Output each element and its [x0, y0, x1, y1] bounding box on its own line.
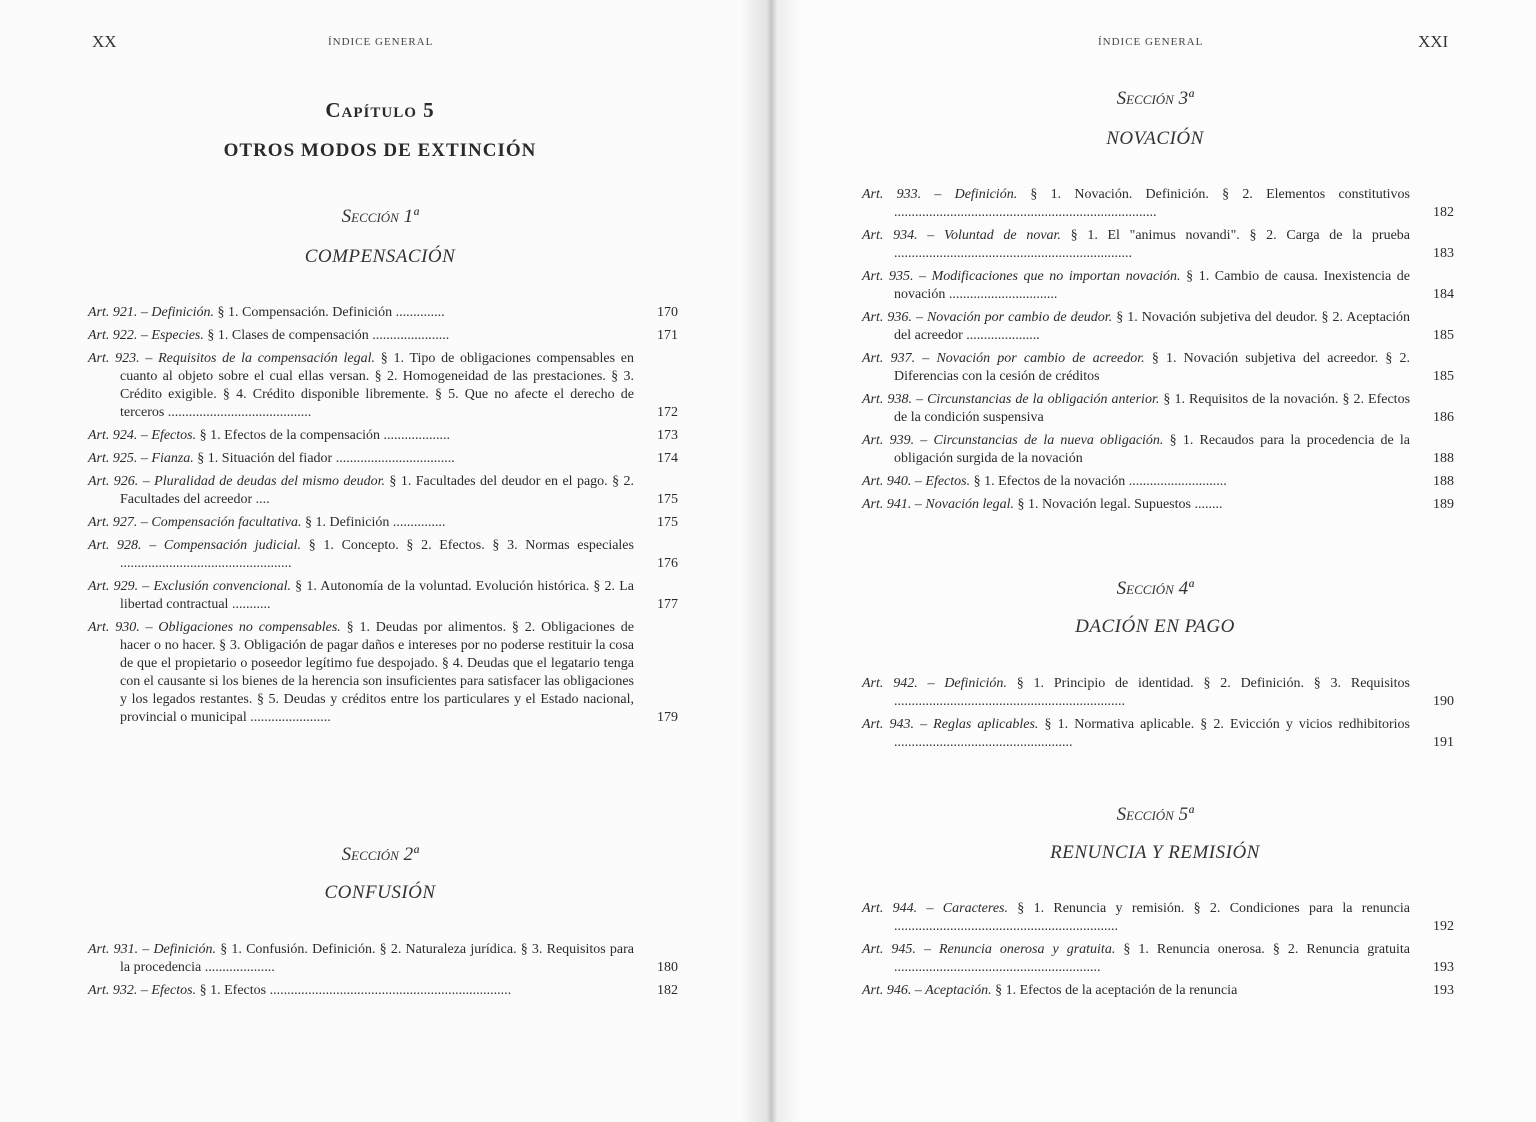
article-summary: § 1. El "animus novandi". § 2. Carga de la prueba .................................................................... — [894, 228, 1410, 261]
article-number: Art. 927. — [88, 515, 138, 530]
article-number: Art. 933. — [862, 187, 922, 202]
toc-entry — [88, 537, 678, 573]
article-number: Art. 946. — [862, 983, 912, 998]
page-number: 192 — [1433, 919, 1454, 934]
page-number: 193 — [1433, 983, 1454, 998]
article-title: – Novación por cambio de acreedor. — [922, 351, 1145, 366]
article-summary: § 1. Requisitos de la novación. § 2. Efectos de la condición suspensiva — [894, 392, 1411, 425]
article-number: Art. 931. — [88, 942, 139, 957]
section-label: Sección 2ª — [341, 844, 419, 865]
toc-entry — [88, 619, 678, 727]
toc-entry — [88, 941, 678, 977]
page-number: 179 — [657, 710, 678, 725]
entry-list — [862, 186, 1454, 519]
toc-entry — [862, 941, 1454, 977]
toc-entry — [862, 268, 1454, 304]
article-title: – Circunstancias de la obligación anterior. — [916, 392, 1160, 407]
article-number: Art. 929. — [88, 579, 139, 594]
running-head: ÍNDICE GENERAL — [1098, 36, 1204, 48]
page-number: 175 — [657, 492, 678, 507]
article-title: – Efectos. — [140, 983, 197, 998]
page-number: 188 — [1433, 451, 1454, 466]
entry-list — [862, 900, 1454, 1005]
article-summary: § 1. Situación del fiador .................................. — [193, 451, 455, 466]
article-title: – Compensación judicial. — [149, 538, 302, 553]
article-summary: § 1. Efectos de la compensación ................... — [196, 428, 450, 443]
toc-entry — [88, 450, 678, 468]
article-title: – Efectos. — [914, 474, 971, 489]
toc-entry — [862, 432, 1454, 468]
article-summary: § 1. Novación legal. Supuestos ........ — [1014, 497, 1223, 512]
article-number: Art. 939. — [862, 433, 915, 448]
toc-entry — [862, 496, 1454, 514]
article-title: – Modificaciones que no importan novación. — [919, 269, 1181, 284]
article-number: Art. 943. — [862, 717, 914, 732]
toc-entry — [88, 578, 678, 614]
article-summary: § 1. Confusión. Definición. § 2. Naturaleza jurídica. § 3. Requisitos para la procedencia .................... — [120, 942, 635, 975]
page-number: 185 — [1433, 369, 1454, 384]
toc-entry — [862, 900, 1454, 936]
article-title: – Compensación facultativa. — [140, 515, 302, 530]
page-number: 188 — [1433, 474, 1454, 489]
page-number: 175 — [657, 515, 678, 530]
article-number: Art. 938. — [862, 392, 912, 407]
article-number: Art. 940. — [862, 474, 912, 489]
section-title: CONFUSIÓN — [324, 882, 436, 903]
article-number: Art. 923. — [88, 351, 140, 366]
article-title: – Novación por cambio de deudor. — [915, 310, 1113, 325]
article-number: Art. 944. — [862, 901, 918, 916]
article-number: Art. 945. — [862, 942, 916, 957]
article-summary: § 1. Compensación. Definición .............. — [214, 305, 445, 320]
article-number: Art. 922. — [88, 328, 138, 343]
article-title: – Definición. — [927, 676, 1007, 691]
article-title: – Caracteres. — [926, 901, 1008, 916]
section-title: RENUNCIA Y REMISIÓN — [1050, 842, 1260, 863]
page-number: 182 — [1433, 205, 1454, 220]
article-number: Art. 924. — [88, 428, 138, 443]
article-summary: § 1. Novación. Definición. § 2. Elementos constitutivos ........................................................................... — [894, 187, 1411, 220]
article-title: – Voluntad de novar. — [927, 228, 1061, 243]
page-number: 180 — [657, 960, 678, 975]
section-label: Sección 4ª — [1116, 578, 1194, 599]
article-title: – Efectos. — [140, 428, 197, 443]
toc-entry — [862, 309, 1454, 345]
entry-list — [862, 675, 1454, 757]
toc-entry — [88, 473, 678, 509]
article-summary: § 1. Novación subjetiva del deudor. § 2. Aceptación del acreedor ..................... — [894, 310, 1411, 343]
article-number: Art. 925. — [88, 451, 138, 466]
section-title: COMPENSACIÓN — [304, 246, 456, 267]
article-title: – Obligaciones no compensables. — [145, 620, 341, 635]
article-summary: § 1. Efectos de la aceptación de la renuncia — [991, 983, 1238, 998]
page-number: 191 — [1433, 735, 1454, 750]
article-number: Art. 934. — [862, 228, 918, 243]
page-number: 185 — [1433, 328, 1454, 343]
article-number: Art. 921. — [88, 305, 138, 320]
toc-entry — [88, 350, 678, 422]
article-number: Art. 941. — [862, 497, 912, 512]
article-summary: § 1. Autonomía de la voluntad. Evolución histórica. § 2. La libertad contractual ........... — [120, 579, 634, 612]
article-title: – Pluralidad de deudas del mismo deudor. — [142, 474, 386, 489]
page-folio: XX — [92, 32, 117, 51]
book-gutter-shadow — [740, 0, 800, 1122]
right-page — [760, 0, 1536, 1122]
left-page — [0, 0, 760, 1122]
chapter-title: OTROS MODOS DE EXTINCIÓN — [223, 140, 537, 161]
article-title: – Renuncia onerosa y gratuita. — [923, 942, 1116, 957]
article-title: – Novación legal. — [914, 497, 1015, 512]
page-number: 189 — [1433, 497, 1454, 512]
article-summary: § 1. Recaudos para la procedencia de la obligación surgida de la novación — [894, 433, 1411, 466]
section-title: DACIÓN EN PAGO — [1075, 616, 1235, 637]
article-number: Art. 942. — [862, 676, 918, 691]
page-number: 184 — [1433, 287, 1454, 302]
article-summary: § 1. Renuncia y remisión. § 2. Condiciones para la renuncia ................................................................ — [894, 901, 1410, 934]
toc-entry — [862, 391, 1454, 427]
article-number: Art. 935. — [862, 269, 914, 284]
section-label: Sección 1ª — [341, 206, 419, 227]
page-number: 183 — [1433, 246, 1454, 261]
section-label: Sección 5ª — [1116, 804, 1194, 825]
toc-entry — [88, 304, 678, 322]
running-head: ÍNDICE GENERAL — [328, 36, 434, 48]
toc-entry — [862, 186, 1454, 222]
article-summary: § 1. Efectos ..................................................................... — [196, 983, 512, 998]
article-summary: § 1. Efectos de la novación ............................ — [970, 474, 1227, 489]
page-number: 186 — [1433, 410, 1454, 425]
article-summary: § 1. Concepto. § 2. Efectos. § 3. Normas especiales ................................................. — [120, 538, 634, 571]
toc-entry — [862, 473, 1454, 491]
article-summary: § 1. Definición ............... — [301, 515, 446, 530]
article-title: – Definición. — [140, 305, 214, 320]
toc-entry — [862, 350, 1454, 386]
article-summary: § 1. Facultades del deudor en el pago. § 2. Facultades del acreedor .... — [120, 474, 635, 507]
article-number: Art. 930. — [88, 620, 140, 635]
article-title: – Reglas aplicables. — [920, 717, 1039, 732]
article-number: Art. 932. — [88, 983, 138, 998]
toc-entry — [88, 327, 678, 345]
section-title: NOVACIÓN — [1106, 128, 1204, 149]
page-number: 193 — [1433, 960, 1454, 975]
section-label: Sección 3ª — [1116, 88, 1194, 109]
page-number: 177 — [657, 597, 678, 612]
toc-entry — [862, 716, 1454, 752]
article-number: Art. 928. — [88, 538, 142, 553]
page-number: 170 — [657, 305, 678, 320]
toc-entry — [862, 982, 1454, 1000]
page-folio: XXI — [1418, 32, 1449, 51]
article-title: – Especies. — [140, 328, 204, 343]
article-summary: § 1. Renuncia onerosa. § 2. Renuncia gratuita ........................................................... — [894, 942, 1411, 975]
toc-entry — [88, 982, 678, 1000]
entry-list — [88, 304, 678, 732]
article-summary: § 1. Normativa aplicable. § 2. Evicción y vicios redhibitorios ................................................... — [894, 717, 1410, 750]
page-number: 171 — [657, 328, 678, 343]
article-number: Art. 936. — [862, 310, 912, 325]
article-summary: § 1. Cambio de causa. Inexistencia de novación ............................... — [894, 269, 1411, 302]
article-title: – Requisitos de la compensación legal. — [145, 351, 376, 366]
article-title: – Definición. — [142, 942, 217, 957]
article-title: – Fianza. — [140, 451, 194, 466]
page-number: 182 — [657, 983, 678, 998]
article-number: Art. 937. — [862, 351, 916, 366]
toc-entry — [88, 514, 678, 532]
article-title: – Exclusión convencional. — [142, 579, 291, 594]
article-summary: § 1. Clases de compensación ...................... — [203, 328, 450, 343]
page-number: 172 — [657, 405, 678, 420]
article-summary: § 1. Tipo de obligaciones compensables en cuanto al objeto sobre el cual ellas versan. § 2. Homogeneidad de las prestaciones. § 3. Crédito exigible. § 4. Crédito disponible libremente. § 5. Que no afecte el derecho de terceros ......................................... — [120, 351, 635, 420]
page-number: 190 — [1433, 694, 1454, 709]
article-title: – Definición. — [934, 187, 1018, 202]
article-summary: § 1. Novación subjetiva del acreedor. § 2. Diferencias con la cesión de créditos — [894, 351, 1411, 384]
toc-entry — [862, 227, 1454, 263]
article-number: Art. 926. — [88, 474, 139, 489]
article-title: – Circunstancias de la nueva obligación. — [920, 433, 1164, 448]
article-summary: § 1. Principio de identidad. § 2. Definición. § 3. Requisitos .................................................................. — [894, 676, 1410, 709]
article-title: – Aceptación. — [914, 983, 992, 998]
entry-list — [88, 941, 678, 1005]
page-number: 174 — [657, 451, 678, 466]
article-summary: § 1. Deudas por alimentos. § 2. Obligaciones de hacer o no hacer. § 3. Obligación de pagar daños e intereses por no poderse restituir la cosa de que el propietario o poseedor legítimo fue despojado. § 4. Deudas que el legatario tenga con el causante si los bienes de la herencia son insuficientes para satisfacer las obligaciones y los legados restantes. § 5. Deudas y créditos entre los particulares y el Estado nacional, provincial o municipal ....................... — [120, 620, 635, 725]
toc-entry — [862, 675, 1454, 711]
toc-entry — [88, 427, 678, 445]
chapter-label: Capítulo 5 — [325, 98, 435, 122]
page-number: 176 — [657, 556, 678, 571]
page-number: 173 — [657, 428, 678, 443]
